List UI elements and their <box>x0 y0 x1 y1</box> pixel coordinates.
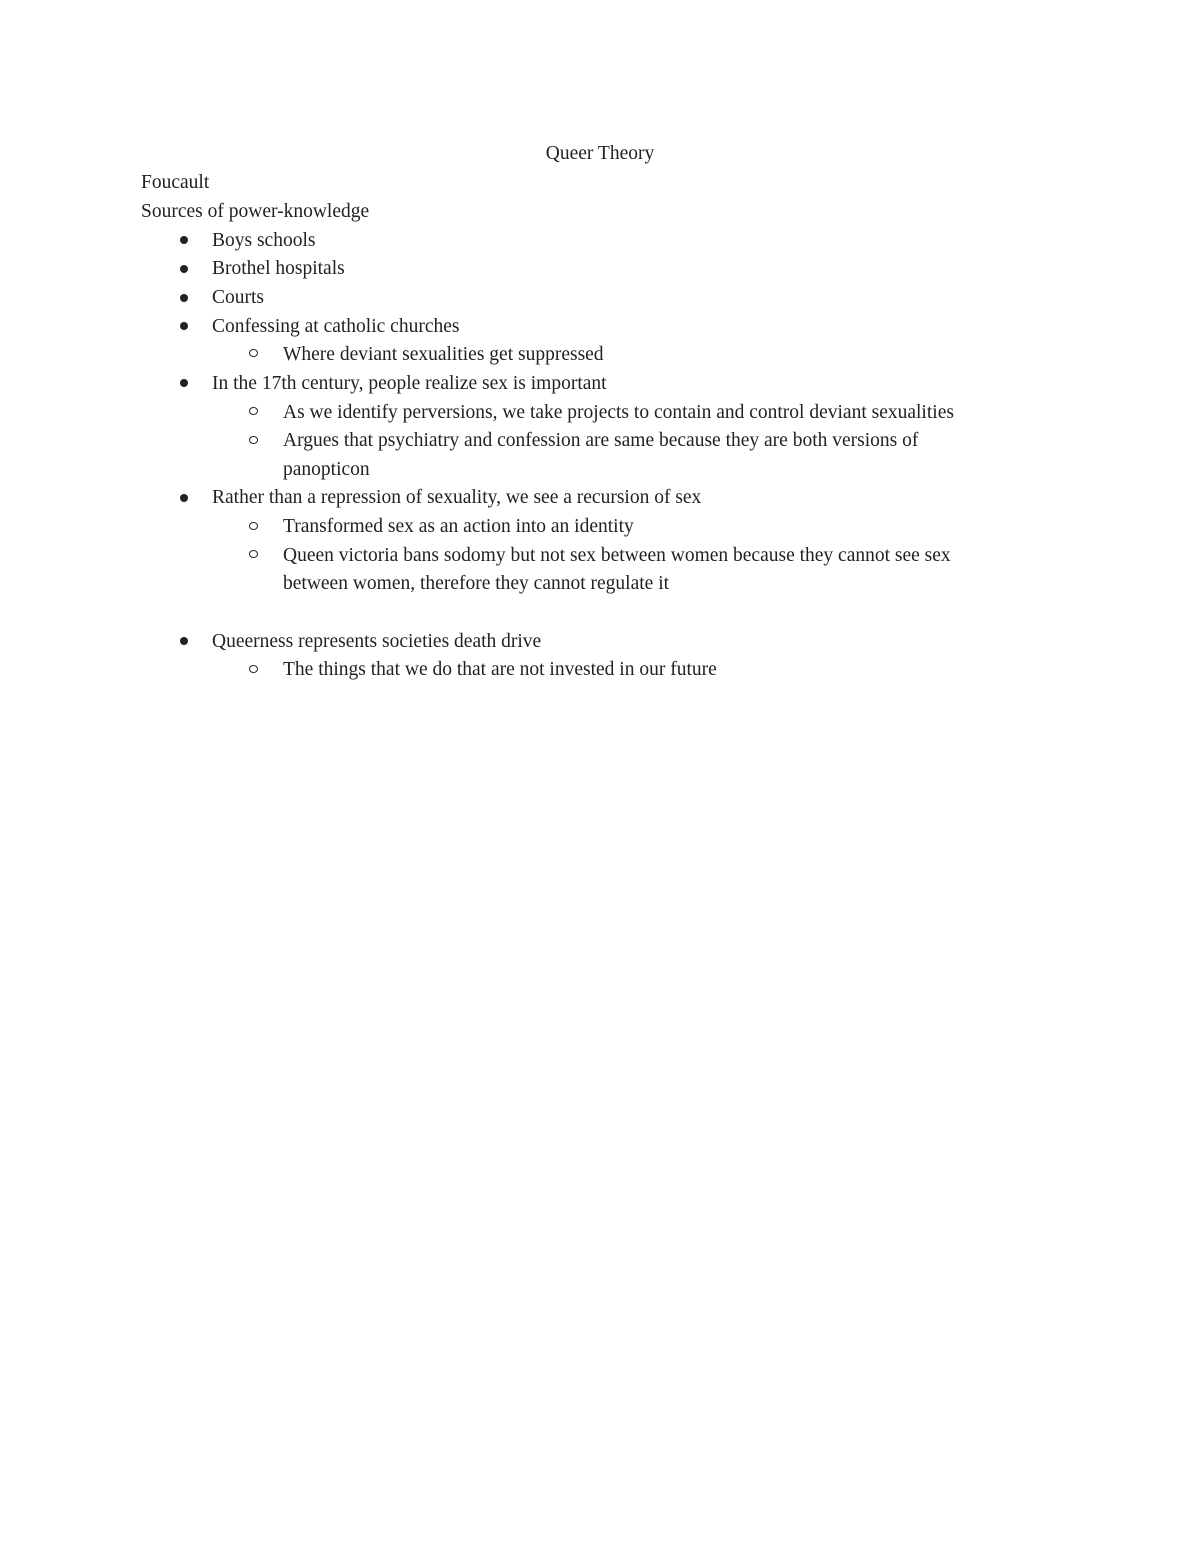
list-item: Courts <box>212 287 265 308</box>
bullet-icon <box>180 379 188 387</box>
list-item: Brothel hospitals <box>212 258 345 279</box>
document-title: Queer Theory <box>545 143 655 164</box>
list-item: In the 17th century, people realize sex is important <box>212 373 607 394</box>
sub-bullet-icon <box>249 436 258 444</box>
author-heading: Foucault <box>141 172 210 193</box>
list-item: Queerness represents societies death drive <box>212 631 542 652</box>
sub-list-item-continuation: between women, therefore they cannot regulate it <box>283 573 670 594</box>
sub-list-item: As we identify perversions, we take projects to contain and control deviant sexualities <box>283 402 954 423</box>
sub-list-item-continuation: panopticon <box>283 459 370 480</box>
sub-bullet-icon <box>249 550 258 558</box>
sub-bullet-icon <box>249 349 258 357</box>
bullet-icon <box>180 236 188 244</box>
sub-list-item: Transformed sex as an action into an identity <box>283 516 634 537</box>
bullet-icon <box>180 637 188 645</box>
bullet-icon <box>180 494 188 502</box>
bullet-icon <box>180 265 188 273</box>
sub-bullet-icon <box>249 522 258 530</box>
sub-bullet-icon <box>249 407 258 415</box>
sub-list-item: Where deviant sexualities get suppressed <box>283 344 604 365</box>
list-item: Confessing at catholic churches <box>212 316 460 337</box>
list-item: Rather than a repression of sexuality, we see a recursion of sex <box>212 487 702 508</box>
section-heading: Sources of power-knowledge <box>141 201 370 222</box>
bullet-icon <box>180 322 188 330</box>
list-item: Boys schools <box>212 230 316 251</box>
sub-list-item: Queen victoria bans sodomy but not sex between women because they cannot see sex <box>283 545 951 566</box>
sub-list-item: Argues that psychiatry and confession are same because they are both versions of <box>283 430 919 451</box>
sub-bullet-icon <box>249 665 258 673</box>
sub-list-item: The things that we do that are not invested in our future <box>283 659 717 680</box>
bullet-icon <box>180 294 188 302</box>
